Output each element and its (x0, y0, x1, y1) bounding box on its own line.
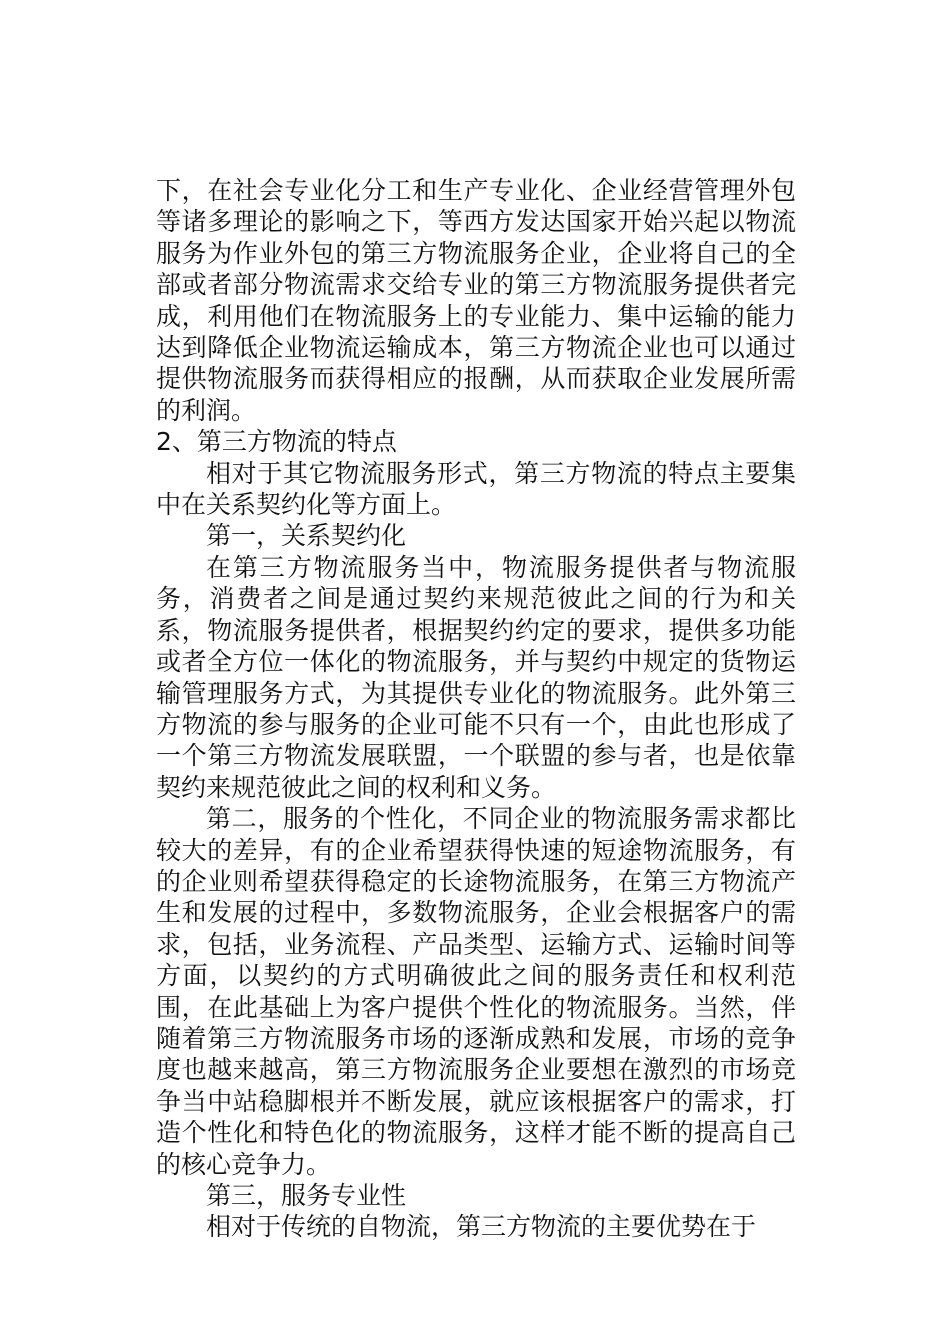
paragraph-intro: 相对于其它物流服务形式，第三方物流的特点主要集中在关系契约化等方面上。 (156, 458, 796, 520)
paragraph-continuation: 下，在社会专业化分工和生产专业化、企业经营管理外包等诸多理论的影响之下，等西方发达国家开始兴起以物流服务为作业外包的第三方物流服务企业，企业将自己的全部或者部分物流需求交给专业的第三方物流服务提供者完成，利用他们在物流服务上的专业能力、集中运输的能力达到降低企业物流运输成本，第三方物流企业也可以通过提供物流服务而获得相应的报酬，从而获取企业发展所需的利润。 (156, 176, 796, 425)
subheading-first: 第一，关系契约化 (206, 521, 407, 551)
document-page (156, 175, 796, 1243)
paragraph-personalization: 第二，服务的个性化，不同企业的物流服务需求都比较大的差异，有的企业希望获得快速的短途物流服务，有的企业则希望获得稳定的长途物流服务，在第三方物流产生和发展的过程中，多数物流服务，企业会根据客户的需求，包括，业务流程、产品类型、运输方式、运输时间等方面，以契约的方式明确彼此之间的服务责任和权利范围，在此基础上为客户提供个性化的物流服务。当然，伴随着第三方物流服务市场的逐渐成熟和发展，市场的竞争度也越来越高，第三方物流服务企业要想在激烈的市场竞争当中站稳脚根并不断发展，就应该根据客户的需求，打造个性化和特色化的物流服务，这样才能不断的提高自己的核心竞争力。 (156, 804, 796, 1179)
subheading-third: 第三，服务专业性 (206, 1181, 407, 1210)
paragraph-professional: 相对于传统的自物流，第三方物流的主要优势在于 (206, 1212, 757, 1242)
paragraph-contract: 在第三方物流服务当中，物流服务提供者与物流服务，消费者之间是通过契约来规范彼此之间的行为和关系，物流服务提供者，根据契约约定的要求，提供多功能或者全方位一体化的物流服务，并与契约中规定的货物运输管理服务方式，为其提供专业化的物流服务。此外第三方物流的参与服务的企业可能不只有一个，由此也形成了一个第三方物流发展联盟，一个联盟的参与者，也是依靠契约来规范彼此之间的权利和义务。 (156, 552, 796, 802)
section-heading: 2、第三方物流的特点 (156, 427, 397, 457)
